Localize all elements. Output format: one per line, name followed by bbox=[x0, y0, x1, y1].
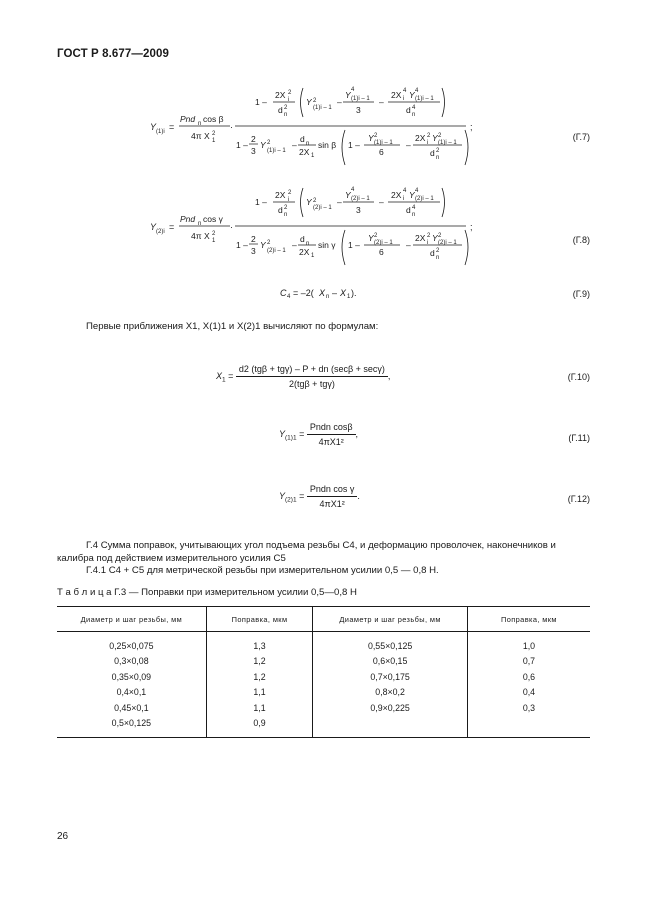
table-header-row bbox=[57, 607, 590, 632]
svg-text:3: 3 bbox=[356, 105, 361, 115]
table-cell: 0,45×0,1 bbox=[114, 702, 149, 713]
svg-text:Y: Y bbox=[260, 240, 266, 250]
table-cell: 0,6×0,15 bbox=[313, 654, 468, 670]
svg-text:1: 1 bbox=[311, 253, 315, 259]
svg-text:4: 4 bbox=[415, 88, 419, 94]
svg-text:=: = bbox=[169, 222, 175, 232]
formula-g12-denominator: 4πX1² bbox=[319, 499, 345, 509]
table-cell: 1,3 bbox=[206, 632, 313, 654]
svg-text:2X: 2X bbox=[391, 90, 402, 100]
svg-text:(1)i – 1: (1)i – 1 bbox=[313, 105, 332, 111]
svg-text:2: 2 bbox=[313, 98, 317, 104]
svg-text:1 –: 1 – bbox=[236, 240, 248, 250]
table-cell: 0,3 bbox=[467, 700, 590, 716]
svg-text:(1)i – 1: (1)i – 1 bbox=[438, 140, 457, 146]
svg-text:n: n bbox=[436, 155, 440, 161]
formula-g10: $X_1$ = $\frac{\text{d2 (tgβ + tgγ) – P + dn (secβ + secγ)}}{\text{2(tgβ + tgγ)}}$ , bbox=[216, 364, 391, 389]
svg-text:d: d bbox=[430, 248, 435, 258]
svg-text:d: d bbox=[278, 205, 283, 215]
equation-number-g12: (Г.12) bbox=[567, 494, 590, 504]
svg-text:4: 4 bbox=[415, 188, 419, 194]
table-row bbox=[57, 716, 590, 738]
table-cell: 0,8×0,2 bbox=[313, 685, 468, 701]
svg-text:n: n bbox=[306, 141, 310, 147]
svg-text:2X: 2X bbox=[391, 190, 402, 200]
svg-text:d: d bbox=[430, 148, 435, 158]
svg-text:Y: Y bbox=[432, 233, 438, 243]
svg-text:1: 1 bbox=[212, 138, 216, 144]
svg-text:n: n bbox=[436, 255, 440, 261]
svg-text:2: 2 bbox=[427, 233, 431, 239]
svg-text:·: · bbox=[230, 122, 233, 132]
svg-text:;: ; bbox=[470, 222, 473, 232]
svg-text:3: 3 bbox=[251, 246, 256, 256]
equation-number-g8: (Г.8) bbox=[572, 235, 590, 245]
svg-text:4: 4 bbox=[412, 205, 416, 211]
svg-text:d: d bbox=[406, 205, 411, 215]
svg-text:X: X bbox=[319, 288, 326, 298]
svg-text:Y: Y bbox=[409, 90, 415, 100]
svg-text:cos β: cos β bbox=[203, 114, 224, 124]
table-row bbox=[57, 685, 590, 701]
svg-text:2X: 2X bbox=[275, 90, 286, 100]
svg-text:n: n bbox=[284, 112, 288, 118]
svg-text:2: 2 bbox=[288, 90, 292, 96]
svg-text:sin β: sin β bbox=[318, 140, 337, 150]
formula-g10-denominator: 2(tgβ + tgγ) bbox=[288, 379, 335, 389]
table-cell bbox=[313, 716, 468, 738]
svg-text:2: 2 bbox=[288, 190, 292, 196]
svg-text:2: 2 bbox=[212, 131, 216, 137]
svg-text:Y: Y bbox=[409, 190, 415, 200]
svg-text:(1)i – 1: (1)i – 1 bbox=[351, 96, 370, 102]
svg-text:2X: 2X bbox=[299, 247, 310, 257]
formula-g11: $Y_{(1)1}$ = $\frac{\text{Pndn cosβ}}{\text{4πX1²}}$ , bbox=[279, 422, 359, 447]
svg-text:i: i bbox=[427, 240, 429, 246]
svg-text:2: 2 bbox=[438, 233, 442, 239]
formula-g8 bbox=[150, 185, 480, 270]
svg-text:i: i bbox=[403, 196, 405, 202]
svg-text:Y: Y bbox=[260, 140, 266, 150]
svg-text:2X: 2X bbox=[275, 190, 286, 200]
table-cell: 0,4 bbox=[467, 685, 590, 701]
table-cell: 0,5×0,125 bbox=[57, 716, 206, 738]
svg-text:1 –: 1 – bbox=[255, 197, 267, 207]
svg-text:2: 2 bbox=[436, 148, 440, 154]
formula-g12-numerator: Pndn cos γ bbox=[307, 484, 358, 497]
svg-text:4: 4 bbox=[351, 187, 355, 193]
svg-text:Pnd: Pnd bbox=[180, 214, 196, 224]
svg-text:n: n bbox=[326, 294, 330, 300]
svg-text:1: 1 bbox=[311, 153, 315, 159]
svg-text:(2)i – 1: (2)i – 1 bbox=[438, 240, 457, 246]
table-cell: 1,2 bbox=[206, 669, 313, 685]
column-header-correction-2: Поправка, мкм bbox=[467, 607, 590, 632]
svg-text:Y: Y bbox=[150, 222, 157, 232]
table-row bbox=[57, 632, 590, 654]
svg-text:n: n bbox=[412, 112, 416, 118]
formula-g12: $Y_{(2)1}$ = $\frac{\text{Pndn cos γ}}{\text{4πX1²}}$ . bbox=[279, 484, 360, 509]
table-cell: 1,1 bbox=[206, 685, 313, 701]
table-cell: 0,25×0,075 bbox=[109, 640, 154, 651]
document-header: ГОСТ Р 8.677—2009 bbox=[57, 48, 169, 60]
table-cell bbox=[467, 716, 590, 738]
svg-text:(2)i: (2)i bbox=[156, 229, 165, 235]
equation-number-g11: (Г.11) bbox=[568, 433, 590, 443]
equation-number-g7: (Г.7) bbox=[572, 132, 590, 142]
svg-text:i: i bbox=[427, 140, 429, 146]
svg-text:n: n bbox=[306, 241, 310, 247]
svg-text:4: 4 bbox=[351, 87, 355, 93]
paragraph-g4-line2: калибра под действием измерительного усилия C5 bbox=[57, 553, 286, 564]
table-row bbox=[57, 669, 590, 685]
svg-text:2: 2 bbox=[251, 134, 256, 144]
svg-text:Y: Y bbox=[306, 97, 312, 107]
svg-text:Pnd: Pnd bbox=[180, 114, 196, 124]
svg-text:d: d bbox=[300, 234, 305, 244]
column-header-correction-1: Поправка, мкм bbox=[206, 607, 313, 632]
svg-text:–: – bbox=[406, 140, 411, 150]
table-row bbox=[57, 700, 590, 716]
svg-text:2: 2 bbox=[251, 234, 256, 244]
formula-g11-numerator: Pndn cosβ bbox=[307, 422, 356, 435]
equation-number-g10: (Г.10) bbox=[567, 372, 590, 382]
svg-text:i: i bbox=[288, 197, 290, 203]
svg-text:n: n bbox=[412, 212, 416, 218]
equation-number-g9: (Г.9) bbox=[572, 289, 590, 299]
svg-text:–: – bbox=[292, 240, 297, 250]
svg-text:n: n bbox=[198, 121, 202, 127]
svg-text:n: n bbox=[284, 212, 288, 218]
svg-text:1 –: 1 – bbox=[348, 240, 360, 250]
svg-text:d: d bbox=[300, 134, 305, 144]
svg-text:2X: 2X bbox=[415, 133, 426, 143]
svg-text:–: – bbox=[332, 288, 338, 298]
svg-text:1: 1 bbox=[347, 294, 351, 300]
svg-text:4π X: 4π X bbox=[191, 131, 210, 141]
table-cell: 1,0 bbox=[467, 632, 590, 654]
table-cell: 1,2 bbox=[206, 654, 313, 670]
svg-text:6: 6 bbox=[379, 147, 384, 157]
column-header-diameter-1: Диаметр и шаг резьбы, мм bbox=[57, 607, 206, 632]
svg-text:2: 2 bbox=[313, 198, 317, 204]
table-caption: Т а б л и ц а Г.3 — Поправки при измерительном усилии 0,5—0,8 Н bbox=[57, 587, 357, 598]
svg-text:Y: Y bbox=[368, 133, 374, 143]
svg-text:;: ; bbox=[470, 122, 473, 132]
table-cell: 0,9 bbox=[206, 716, 313, 738]
table-cell: 0,7 bbox=[467, 654, 590, 670]
svg-text:2: 2 bbox=[438, 133, 442, 139]
svg-text:(2)i – 1: (2)i – 1 bbox=[374, 240, 393, 246]
svg-text:1 –: 1 – bbox=[236, 140, 248, 150]
svg-text:4: 4 bbox=[403, 88, 407, 94]
formula-g9 bbox=[280, 284, 380, 302]
table-cell: 0,9×0,225 bbox=[313, 700, 468, 716]
paragraph-g4 bbox=[57, 539, 590, 565]
svg-text:2: 2 bbox=[267, 140, 271, 146]
svg-text:2X: 2X bbox=[415, 233, 426, 243]
svg-text:2: 2 bbox=[212, 231, 216, 237]
svg-text:(1)i: (1)i bbox=[156, 129, 165, 135]
svg-text:d: d bbox=[278, 105, 283, 115]
svg-text:Y: Y bbox=[345, 190, 351, 200]
svg-text:–: – bbox=[337, 97, 342, 107]
table-cell: 0,55×0,125 bbox=[313, 632, 468, 654]
svg-text:–: – bbox=[379, 97, 384, 107]
svg-text:2: 2 bbox=[267, 240, 271, 246]
table-cell: 0,6 bbox=[467, 669, 590, 685]
svg-text:d: d bbox=[406, 105, 411, 115]
svg-text:4: 4 bbox=[287, 294, 291, 300]
svg-text:6: 6 bbox=[379, 247, 384, 257]
svg-text:1 –: 1 – bbox=[255, 97, 267, 107]
formula-g11-denominator: 4πX1² bbox=[318, 437, 344, 447]
svg-text:= –2(: = –2( bbox=[293, 288, 314, 298]
svg-text:).: ). bbox=[351, 288, 357, 298]
svg-text:·: · bbox=[230, 222, 233, 232]
svg-text:2: 2 bbox=[374, 133, 378, 139]
svg-text:Y: Y bbox=[432, 133, 438, 143]
svg-text:2X: 2X bbox=[299, 147, 310, 157]
svg-text:cos γ: cos γ bbox=[203, 214, 223, 224]
svg-text:3: 3 bbox=[356, 205, 361, 215]
svg-text:2: 2 bbox=[427, 133, 431, 139]
svg-text:(1)i – 1: (1)i – 1 bbox=[374, 140, 393, 146]
svg-text:n: n bbox=[198, 221, 202, 227]
table-cell: 0,35×0,09 bbox=[111, 671, 152, 682]
svg-text:C: C bbox=[280, 288, 287, 298]
table-row bbox=[57, 654, 590, 670]
svg-text:(2)i – 1: (2)i – 1 bbox=[415, 196, 434, 202]
svg-text:1: 1 bbox=[212, 238, 216, 244]
table-cell: 0,7×0,175 bbox=[313, 669, 468, 685]
svg-text:X: X bbox=[340, 288, 347, 298]
svg-text:Y: Y bbox=[150, 122, 157, 132]
svg-text:2: 2 bbox=[284, 105, 288, 111]
svg-text:1 –: 1 – bbox=[348, 140, 360, 150]
paragraph-g4-line1: Г.4 Сумма поправок, учитывающих угол подъема резьбы C4, и деформацию проволочек, наконечников и bbox=[86, 540, 556, 551]
formula-g7 bbox=[150, 85, 480, 170]
svg-text:Y: Y bbox=[345, 90, 351, 100]
svg-text:i: i bbox=[288, 97, 290, 103]
svg-text:Y: Y bbox=[368, 233, 374, 243]
svg-text:–: – bbox=[379, 197, 384, 207]
svg-text:–: – bbox=[406, 240, 411, 250]
table-cell: 1,1 bbox=[206, 700, 313, 716]
paragraph-g41: Г.4.1 C4 + C5 для метрической резьбы при измерительном усилии 0,5 — 0,8 Н. bbox=[86, 565, 439, 576]
corrections-table bbox=[57, 606, 590, 738]
svg-text:2: 2 bbox=[284, 205, 288, 211]
svg-text:=: = bbox=[169, 122, 175, 132]
svg-text:–: – bbox=[292, 140, 297, 150]
svg-text:sin γ: sin γ bbox=[318, 240, 336, 250]
svg-text:i: i bbox=[403, 96, 405, 102]
svg-text:2: 2 bbox=[374, 233, 378, 239]
svg-text:–: – bbox=[337, 197, 342, 207]
svg-text:4: 4 bbox=[412, 105, 416, 111]
svg-text:4: 4 bbox=[403, 188, 407, 194]
svg-text:2: 2 bbox=[436, 248, 440, 254]
svg-text:(1)i – 1: (1)i – 1 bbox=[267, 148, 286, 154]
page-number: 26 bbox=[57, 831, 69, 842]
svg-text:(1)i – 1: (1)i – 1 bbox=[415, 96, 434, 102]
svg-text:(2)i – 1: (2)i – 1 bbox=[267, 248, 286, 254]
approximations-intro: Первые приближения X1, X(1)1 и X(2)1 вычисляют по формулам: bbox=[86, 321, 379, 332]
svg-text:Y: Y bbox=[306, 197, 312, 207]
svg-text:(2)i – 1: (2)i – 1 bbox=[313, 205, 332, 211]
svg-text:(2)i – 1: (2)i – 1 bbox=[351, 196, 370, 202]
column-header-diameter-2: Диаметр и шаг резьбы, мм bbox=[313, 607, 468, 632]
table-cell: 0,3×0,08 bbox=[114, 656, 149, 667]
table-cell: 0,4×0,1 bbox=[116, 687, 147, 698]
svg-text:4π X: 4π X bbox=[191, 231, 210, 241]
svg-text:3: 3 bbox=[251, 146, 256, 156]
formula-g10-numerator: d2 (tgβ + tgγ) – P + dn (secβ + secγ) bbox=[236, 364, 388, 377]
